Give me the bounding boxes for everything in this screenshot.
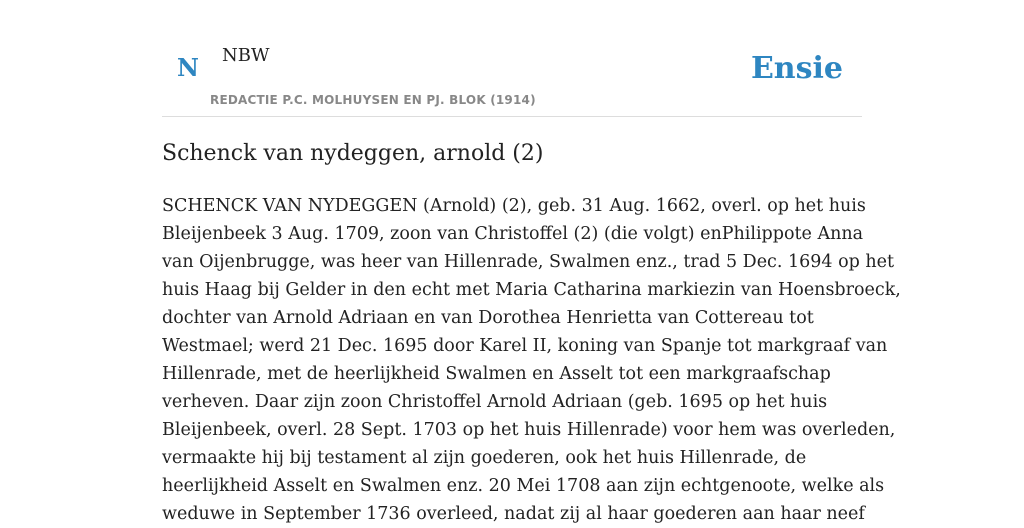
body-line: huis Haag bij Gelder in den echt met Maria Catharina markiezin van Hoensbroeck, <box>162 280 901 300</box>
body-line: SCHENCK VAN NYDEGGEN (Arnold) (2), geb. 31 Aug. 1662, overl. op het huis <box>162 196 866 216</box>
brand-logo[interactable]: Ensie <box>750 51 843 86</box>
site-header <box>162 0 862 117</box>
body-line: verheven. Daar zijn zoon Christoffel Arnold Adriaan (geb. 1695 op het huis <box>162 392 828 412</box>
body-line: dochter van Arnold Adriaan en van Dorothea Henrietta van Cottereau tot <box>162 308 814 328</box>
body-line: heerlijkheid Asselt en Swalmen enz. 20 Mei 1708 aan zijn echtgenoote, welke als <box>162 476 885 496</box>
body-line: Westmael; werd 21 Dec. 1695 door Karel II, koning van Spanje tot markgraaf van <box>162 336 888 356</box>
source-name-link[interactable]: NBW <box>222 45 270 66</box>
body-line: Hillenrade, met de heerlijkheid Swalmen en Asselt tot een markgraafschap <box>162 364 831 384</box>
body-line: weduwe in September 1736 overleed, nadat zij al haar goederen aan haar neef <box>162 504 865 524</box>
source-editors: REDACTIE P.C. MOLHUYSEN EN PJ. BLOK (1914) <box>210 93 536 107</box>
source-logo[interactable]: N <box>177 53 199 82</box>
body-line: vermaakte hij bij testament al zijn goederen, ook het huis Hillenrade, de <box>162 448 807 468</box>
article-title: Schenck van nydeggen, arnold (2) <box>162 141 544 166</box>
body-line: Bleijenbeek, overl. 28 Sept. 1703 op het huis Hillenrade) voor hem was overleden, <box>162 420 896 440</box>
body-line: Bleijenbeek 3 Aug. 1709, zoon van Christoffel (2) (die volgt) enPhilippote Anna <box>162 224 864 244</box>
body-line: van Oijenbrugge, was heer van Hillenrade, Swalmen enz., trad 5 Dec. 1694 op het <box>162 252 895 272</box>
article-body <box>162 192 901 528</box>
